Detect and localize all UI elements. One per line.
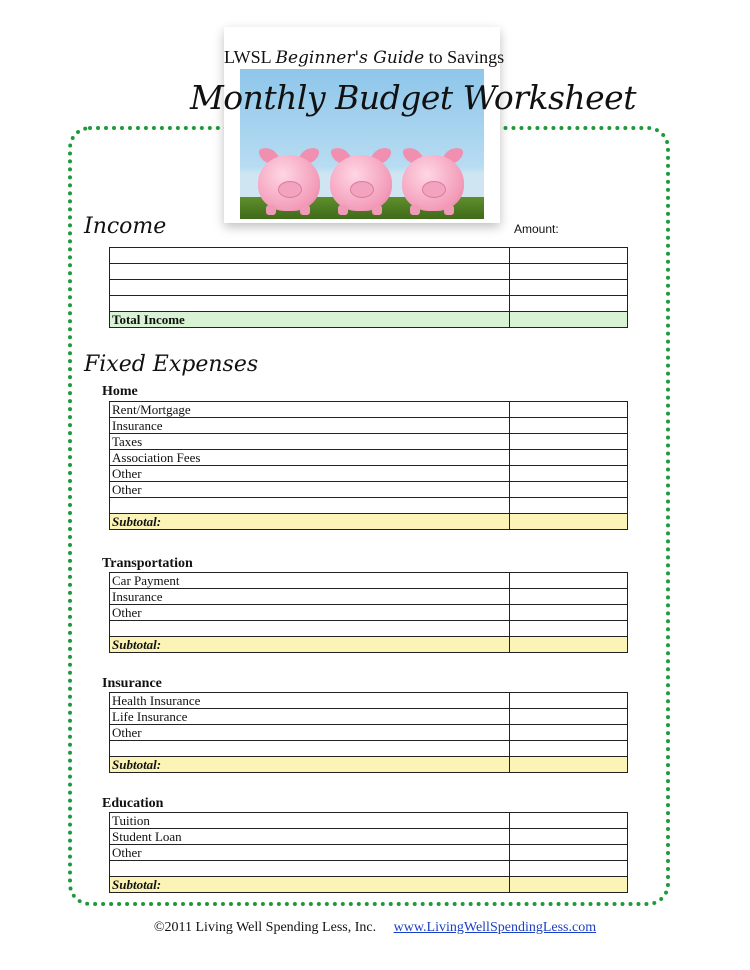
- table-row: [110, 498, 628, 514]
- table-row: [110, 741, 628, 757]
- income-source-cell[interactable]: [110, 264, 510, 280]
- total-income-amount[interactable]: [510, 312, 628, 328]
- insurance-table: [109, 692, 628, 773]
- subtotal-label: Subtotal:: [110, 757, 510, 773]
- amount-cell[interactable]: [510, 621, 628, 637]
- amount-cell[interactable]: [510, 725, 628, 741]
- subtotal-amount[interactable]: [510, 514, 628, 530]
- transportation-table: [109, 572, 628, 653]
- subtotal-amount[interactable]: [510, 757, 628, 773]
- expense-label[interactable]: [110, 621, 510, 637]
- amount-cell[interactable]: [510, 693, 628, 709]
- expense-label: Other: [110, 845, 510, 861]
- website-link[interactable]: www.LivingWellSpendingLess.com: [393, 920, 597, 935]
- subtotal-label: Subtotal:: [110, 514, 510, 530]
- piggy-bank-icon: [254, 147, 324, 215]
- group-heading-home: Home: [102, 384, 138, 399]
- total-income-row: [110, 312, 628, 328]
- table-row: [110, 621, 628, 637]
- amount-cell[interactable]: [510, 248, 628, 264]
- amount-cell[interactable]: [510, 434, 628, 450]
- amount-cell[interactable]: [510, 450, 628, 466]
- expense-label[interactable]: [110, 498, 510, 514]
- table-row: [110, 482, 628, 498]
- income-source-cell[interactable]: [110, 296, 510, 312]
- amount-cell[interactable]: [510, 605, 628, 621]
- expense-label: Taxes: [110, 434, 510, 450]
- piggy-bank-icon: [326, 147, 396, 215]
- expense-label: Association Fees: [110, 450, 510, 466]
- amount-cell[interactable]: [510, 418, 628, 434]
- amount-cell[interactable]: [510, 573, 628, 589]
- table-row: [110, 813, 628, 829]
- worksheet-title: Monthly Budget Worksheet: [190, 78, 636, 117]
- table-row: [110, 402, 628, 418]
- table-row: [110, 434, 628, 450]
- header-savings: to Savings: [428, 47, 505, 67]
- expense-label: Tuition: [110, 813, 510, 829]
- amount-cell[interactable]: [510, 482, 628, 498]
- subtotal-row: [110, 877, 628, 893]
- table-row: [110, 280, 628, 296]
- income-heading: Income: [84, 214, 167, 239]
- table-row: [110, 264, 628, 280]
- amount-cell[interactable]: [510, 296, 628, 312]
- education-table: [109, 812, 628, 893]
- table-row: [110, 861, 628, 877]
- expense-label: Other: [110, 466, 510, 482]
- table-row: [110, 418, 628, 434]
- copyright-text: ©2011 Living Well Spending Less, Inc.: [153, 920, 377, 935]
- subtotal-amount[interactable]: [510, 877, 628, 893]
- table-row: [110, 296, 628, 312]
- subtotal-row: [110, 514, 628, 530]
- header-card: [224, 27, 505, 223]
- subtotal-amount[interactable]: [510, 637, 628, 653]
- subtotal-label: Subtotal:: [110, 877, 510, 893]
- header-subtitle: [224, 47, 505, 68]
- table-row: [110, 725, 628, 741]
- amount-cell[interactable]: [510, 264, 628, 280]
- income-source-cell[interactable]: [110, 248, 510, 264]
- amount-cell[interactable]: [510, 466, 628, 482]
- table-row: [110, 845, 628, 861]
- expense-label: Life Insurance: [110, 709, 510, 725]
- expense-label: Car Payment: [110, 573, 510, 589]
- expense-label[interactable]: [110, 861, 510, 877]
- subtotal-row: [110, 757, 628, 773]
- total-income-label: Total Income: [110, 312, 510, 328]
- expense-label: Student Loan: [110, 829, 510, 845]
- amount-cell[interactable]: [510, 861, 628, 877]
- table-row: [110, 466, 628, 482]
- header-guide: Beginner's Guide: [275, 48, 425, 68]
- amount-cell[interactable]: [510, 845, 628, 861]
- fixed-expenses-heading: Fixed Expenses: [84, 352, 259, 377]
- table-row: [110, 573, 628, 589]
- subtotal-row: [110, 637, 628, 653]
- table-row: [110, 589, 628, 605]
- amount-cell[interactable]: [510, 280, 628, 296]
- expense-label: Rent/Mortgage: [110, 402, 510, 418]
- amount-cell[interactable]: [510, 741, 628, 757]
- table-row: [110, 248, 628, 264]
- table-row: [110, 829, 628, 845]
- piggy-bank-icon: [398, 147, 468, 215]
- expense-label: Health Insurance: [110, 693, 510, 709]
- expense-label: Other: [110, 725, 510, 741]
- expense-label: Other: [110, 482, 510, 498]
- income-source-cell[interactable]: [110, 280, 510, 296]
- subtotal-label: Subtotal:: [110, 637, 510, 653]
- table-row: [110, 450, 628, 466]
- amount-cell[interactable]: [510, 829, 628, 845]
- amount-cell[interactable]: [510, 813, 628, 829]
- table-row: [110, 605, 628, 621]
- group-heading-transportation: Transportation: [102, 556, 193, 571]
- footer: [0, 920, 750, 936]
- amount-cell[interactable]: [510, 498, 628, 514]
- table-row: [110, 709, 628, 725]
- expense-label: Insurance: [110, 589, 510, 605]
- expense-label: Other: [110, 605, 510, 621]
- table-row: [110, 693, 628, 709]
- expense-label[interactable]: [110, 741, 510, 757]
- group-heading-insurance: Insurance: [102, 676, 162, 691]
- header-lwsl: LWSL: [224, 47, 271, 67]
- amount-cell[interactable]: [510, 709, 628, 725]
- home-table: [109, 401, 628, 530]
- income-table: [109, 247, 628, 328]
- amount-column-label: Amount:: [514, 222, 559, 236]
- expense-label: Insurance: [110, 418, 510, 434]
- amount-cell[interactable]: [510, 589, 628, 605]
- amount-cell[interactable]: [510, 402, 628, 418]
- group-heading-education: Education: [102, 796, 164, 811]
